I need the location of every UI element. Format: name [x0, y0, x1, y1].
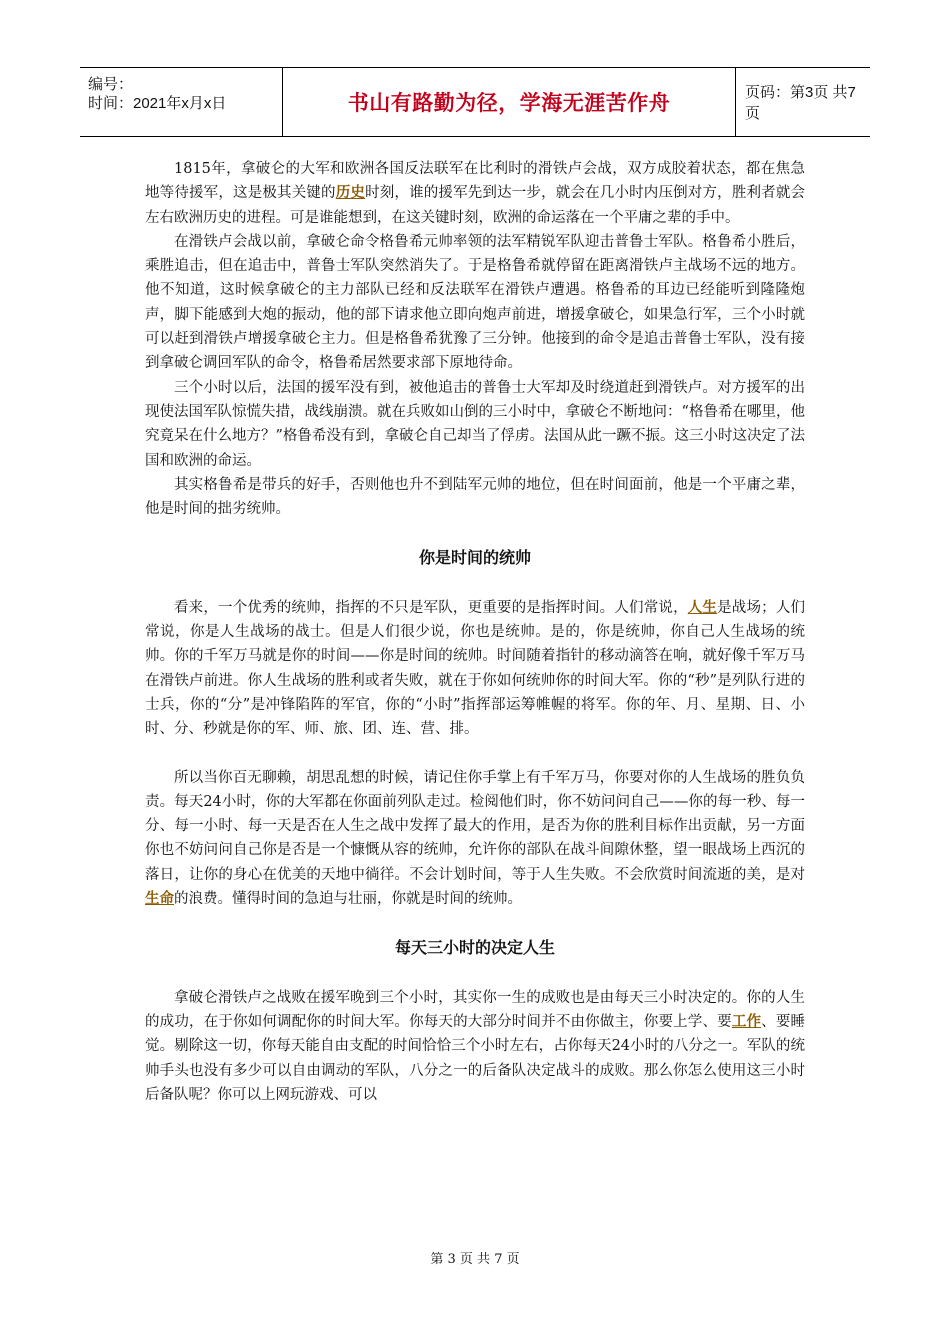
- section-heading: 你是时间的统帅: [418, 548, 531, 568]
- keyword-link-life[interactable]: 人生: [687, 598, 718, 616]
- header-meta-cell: [80, 68, 283, 136]
- keyword-link-history[interactable]: 历史: [335, 184, 366, 202]
- page-footer: 第 3 页 共 7 页: [430, 1252, 520, 1267]
- paragraph: 1815年，拿破仑的大军和欧洲各国反法联军在比利时的滑铁卢会战，双方成胶着状态，都在焦急地等待援军，这是极其关键的历史时刻，谁的援军先到达一步，就会在几小时内压倒对方，胜利者就会左右欧洲历史的进程。可是谁能想到，在这关键时刻，欧洲的命运落在一个平庸之辈的手中。: [145, 161, 806, 226]
- keyword-link-living[interactable]: 生命: [145, 890, 174, 908]
- header-motto: 书山有路勤为径，学海无涯苦作舟: [283, 68, 736, 136]
- paragraph: 三个小时以后，法国的援军没有到，被他追击的普鲁士大军却及时绕道赶到滑铁卢。对方援军的出现使法国军队惊慌失措，战线崩溃。就在兵败如山倒的三小时中，拿破仑不断地问：“格鲁希在哪里，他究竟呆在什么地方？”格鲁希没有到，拿破仑自己却当了俘虏。法国从此一蹶不振。这三小时这决定了法国和欧洲的命运。: [145, 379, 805, 469]
- paragraph: 看来，一个优秀的统帅，指挥的不只是军队，更重要的是指挥时间。人们常说，人生是战场；人们常说，你是人生战场的战士。但是人们很少说，你也是统帅。是的，你是统帅，你自己人生战场的统帅。你的千军万马就是你的时间——你是时间的统帅。时间随着指针的移动滴答在响，就好像千军万马在滑铁卢前进。你人生战场的胜利或者失败，就在于你如何统帅你的时间大军。你的“秒”是列队行进的士兵，你的“分”是冲锋陷阵的军官，你的“小时”指挥部运筹帷幄的将军。你的年、月、星期、日、小时、分、秒就是你的军、师、旅、团、连、营、排。: [145, 598, 806, 738]
- keyword-link-work[interactable]: 工作: [731, 1012, 762, 1030]
- document-body: [145, 157, 805, 1107]
- paragraph: 所以当你百无聊赖，胡思乱想的时候，请记住你手掌上有千军万马，你要对你的人生战场的胜负负责。每天24小时，你的大军都在你面前列队走过。检阅他们时，你不妨问问自己——你的每一秒、每一分、每一小时、每一天是否在人生之战中发挥了最大的作用，是否为你的胜利目标作出贡献，另一方面你也不妨问问自己你是否是一个慷慨从容的统帅，允许你的部队在战斗间隙休整，望一眼战场上西沉的落日，让你的身心在优美的天地中徜徉。不会计划时间，等于人生失败。不会欣赏时间流逝的美，是对生命的浪费。懂得时间的急迫与壮丽，你就是时间的统帅。: [145, 769, 805, 908]
- document-number-label: 编号：: [88, 76, 134, 93]
- document-date-label: 时间：2021年x月x日: [88, 95, 227, 112]
- header-page-label: 页码：第3页 共7页: [745, 84, 856, 122]
- page-header: [80, 67, 870, 137]
- paragraph: 拿破仑滑铁卢之战败在援军晚到三个小时，其实你一生的成败也是由每天三小时决定的。你的人生的成功，在于你如何调配你的时间大军。你每天的大部分时间并不由你做主，你要上学、要工作、要睡觉。剔除这一切，你每天能自由支配的时间恰恰三个小时左右，占你每天24小时的八分之一。军队的统帅手头也没有多少可以自由调动的军队，八分之一的后备队决定战斗的成败。那么你怎么使用这三小时后备队呢？你可以上网玩游戏、可以: [145, 989, 806, 1103]
- paragraph: 在滑铁卢会战以前，拿破仑命令格鲁希元帅率领的法军精锐军队迎击普鲁士军队。格鲁希小胜后，乘胜追击，但在追击中，普鲁士军队突然消失了。于是格鲁希就停留在距离滑铁卢主战场不远的地方。他不知道，这时候拿破仑的主力部队已经和反法联军在滑铁卢遭遇。格鲁希的耳边已经能听到隆隆炮声，脚下能感到大炮的振动，他的部下请求他立即向炮声前进，增援拿破仑，如果急行军，三个小时就可以赶到滑铁卢增援拿破仑主力。但是格鲁希犹豫了三分钟。他接到的命令是追击普鲁士军队，没有接到拿破仑调回军队的命令，格鲁希居然要求部下原地待命。: [145, 233, 805, 372]
- section-heading: 每天三小时的决定人生: [394, 938, 555, 958]
- paragraph: 其实格鲁希是带兵的好手，否则他也升不到陆军元帅的地位，但在时间面前，他是一个平庸之辈，他是时间的拙劣统帅。: [145, 476, 805, 518]
